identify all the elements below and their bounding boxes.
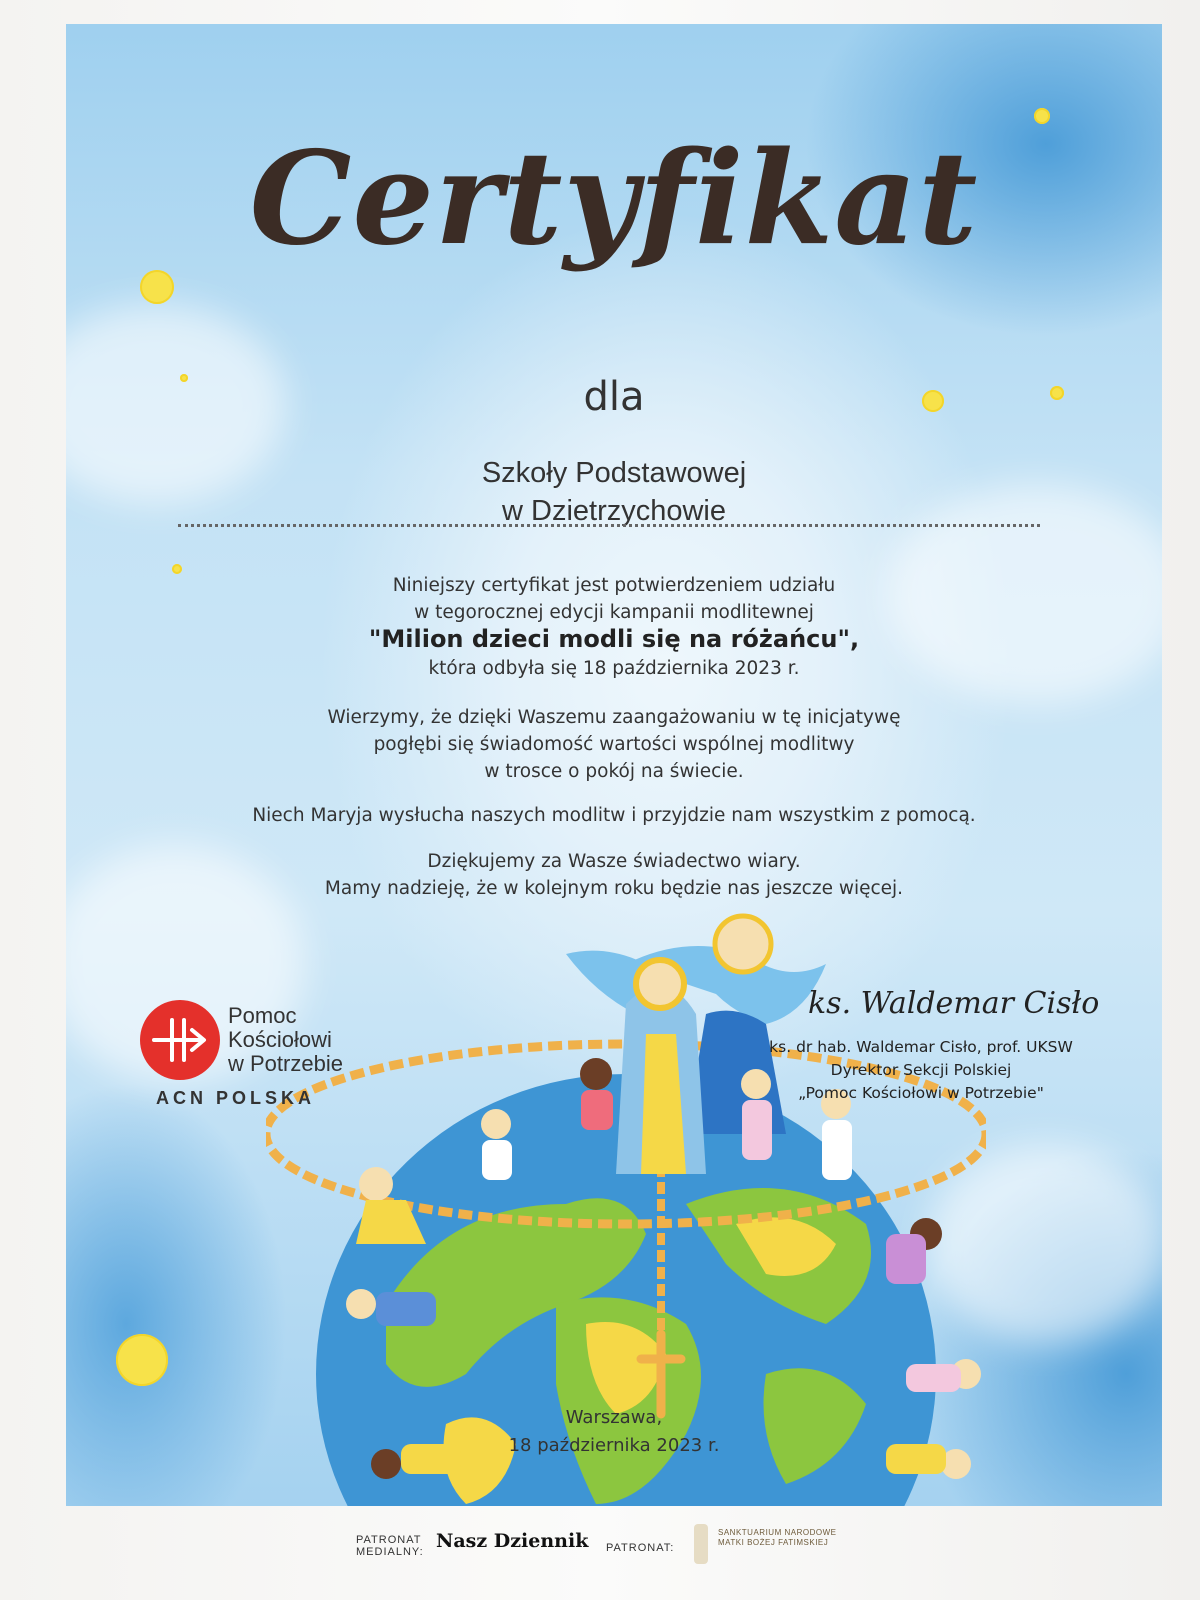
child-body xyxy=(822,1120,852,1180)
child-head xyxy=(481,1109,511,1139)
paragraph-line: w trosce o pokój na świecie. xyxy=(484,761,744,782)
sanctuary-logo-icon xyxy=(694,1524,708,1564)
paragraph-prayer: Niech Maryja wysłucha naszych modlitw i przyjdzie nam wszystkim z pomocą. xyxy=(252,805,976,826)
child-body xyxy=(906,1364,961,1392)
angel-head xyxy=(715,916,771,972)
footer xyxy=(0,1520,1200,1580)
patron-name-line: SANKTUARIUM NARODOWE xyxy=(718,1528,837,1537)
dotted-divider xyxy=(178,524,1040,527)
patron-name-line: MATKI BOŻEJ FATIMSKIEJ xyxy=(718,1538,829,1547)
organization-name-line: Kościołowi xyxy=(228,1027,332,1052)
paragraph-line: w tegorocznej edycji kampanii modlitewnej xyxy=(414,602,814,623)
recipient-line-1: Szkoły Podstawowej xyxy=(481,457,747,489)
child-body xyxy=(376,1292,436,1326)
paragraph-belief xyxy=(66,704,1162,785)
star-icon xyxy=(140,270,174,304)
child-head xyxy=(359,1167,393,1201)
media-patron-label-line: PATRONAT xyxy=(356,1534,422,1546)
paragraph-line: Niniejszy certyfikat jest potwierdzeniem udziału xyxy=(392,575,836,596)
star-icon xyxy=(116,1334,168,1386)
place-city: Warszawa, xyxy=(565,1407,663,1428)
patron-name xyxy=(718,1528,836,1548)
handwritten-signature: ks. Waldemar Cisło xyxy=(808,986,1100,1021)
paragraph-line: która odbyła się 18 października 2023 r. xyxy=(428,658,800,679)
media-patron-label-line: MEDIALNY: xyxy=(356,1546,424,1558)
paragraph-line: Mamy nadzieję, że w kolejnym roku będzie nas jeszcze więcej. xyxy=(324,878,904,899)
paragraph-participation xyxy=(66,572,1162,682)
child-body xyxy=(482,1140,512,1180)
signatory-block xyxy=(756,1036,1086,1105)
child-body xyxy=(581,1090,613,1130)
child-body xyxy=(886,1234,926,1284)
mary-head xyxy=(636,960,684,1008)
paragraph-line: Dziękujemy za Wasze świadectwo wiary. xyxy=(427,851,801,872)
child-head xyxy=(346,1289,376,1319)
child-head xyxy=(580,1058,612,1090)
recipient-line-2: w Dzietrzychowie xyxy=(502,495,726,527)
organization-name-line: Pomoc xyxy=(228,1003,297,1028)
for-label: dla xyxy=(583,374,645,420)
signatory-line: „Pomoc Kościołowi w Potrzebie" xyxy=(798,1084,1044,1102)
paragraph-thanks xyxy=(66,848,1162,902)
acn-cross-icon xyxy=(140,1000,220,1080)
organization-sub: ACN POLSKA xyxy=(156,1088,316,1108)
recipient-name xyxy=(66,454,1162,530)
media-patron-logo: Nasz Dziennik xyxy=(436,1530,589,1552)
certificate-title: Certyfikat xyxy=(249,124,979,274)
organization-name-line: w Potrzebie xyxy=(228,1051,343,1076)
child-body xyxy=(742,1100,772,1160)
patron-label: PATRONAT: xyxy=(606,1542,675,1554)
place-date xyxy=(66,1404,1162,1460)
campaign-name: "Milion dzieci modli się na różańcu", xyxy=(368,625,860,653)
acn-logo xyxy=(140,1000,220,1080)
signatory-line: ks. dr hab. Waldemar Cisło, prof. UKSW xyxy=(769,1038,1073,1056)
certificate-panel xyxy=(66,24,1162,1506)
signatory-line: Dyrektor Sekcji Polskiej xyxy=(830,1061,1012,1079)
organization-name xyxy=(228,1004,343,1076)
paragraph-line: Wierzymy, że dzięki Waszemu zaangażowaniu w tę inicjatywę xyxy=(327,707,901,728)
media-patron-label xyxy=(356,1534,424,1558)
place-date-value: 18 października 2023 r. xyxy=(508,1435,720,1456)
star-icon xyxy=(1034,108,1050,124)
paragraph-line: pogłębi się świadomość wartości wspólnej modlitwy xyxy=(373,734,855,755)
